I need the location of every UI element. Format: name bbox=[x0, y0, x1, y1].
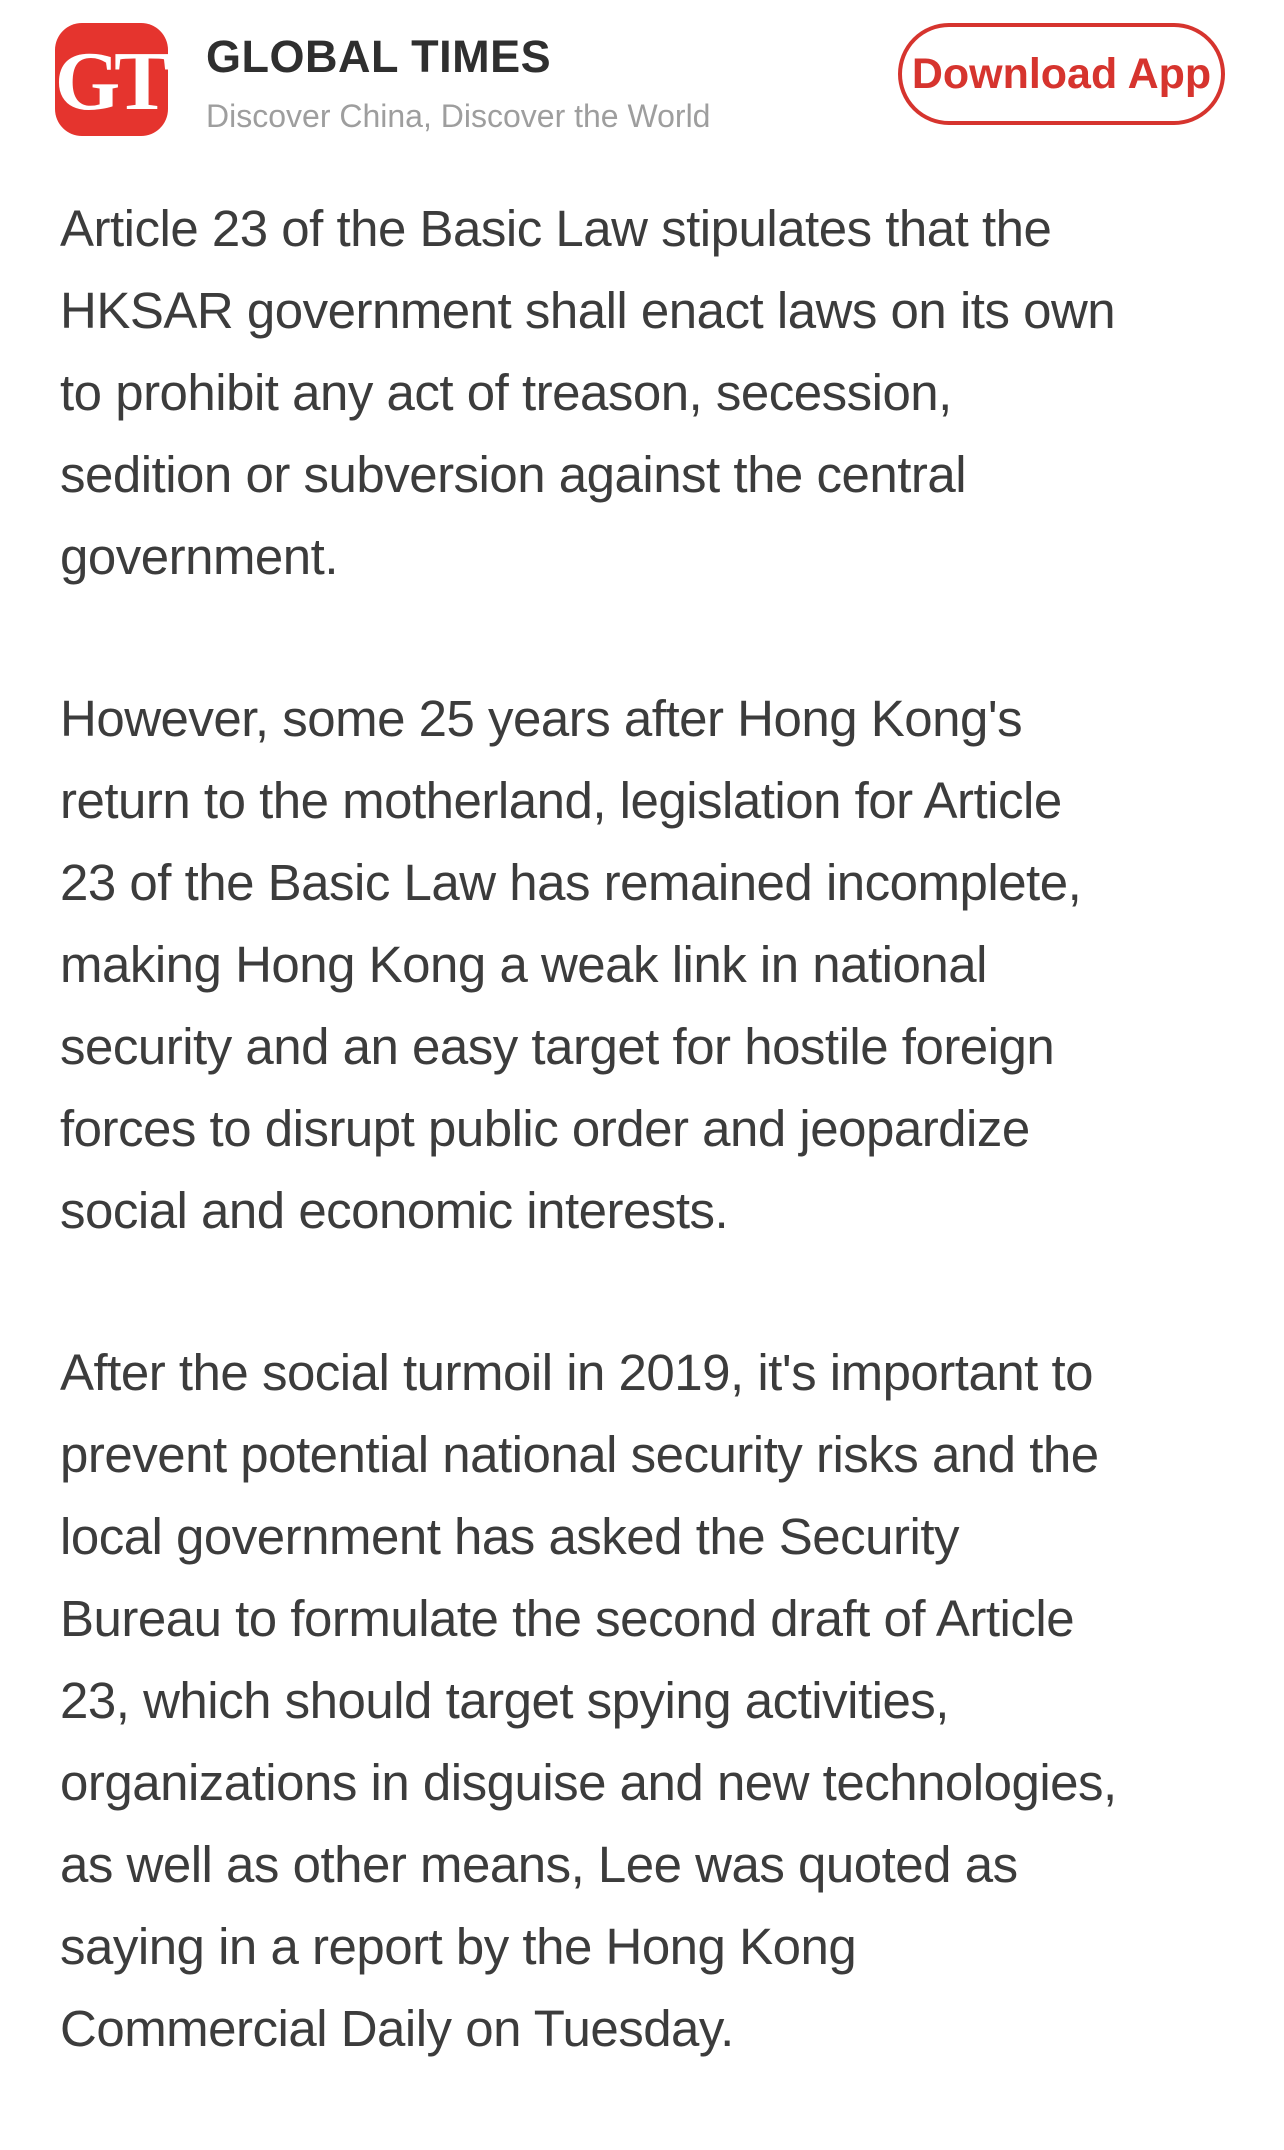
text-line: saying in a report by the Hong Kong bbox=[60, 1918, 857, 1975]
download-app-button[interactable]: Download App bbox=[898, 23, 1225, 125]
text-line: to prohibit any act of treason, secession, bbox=[60, 364, 952, 421]
gt-logo-text: GT bbox=[54, 34, 165, 128]
article-paragraph bbox=[60, 678, 1260, 1252]
text-line: sedition or subversion against the central bbox=[60, 446, 967, 503]
text-line: local government has asked the Security bbox=[60, 1508, 959, 1565]
article-body bbox=[60, 160, 1260, 2150]
text-line: as well as other means, Lee was quoted as bbox=[60, 1836, 1018, 1893]
text-line: forces to disrupt public order and jeopardize bbox=[60, 1100, 1030, 1157]
text-line: Article 23 of the Basic Law stipulates that the bbox=[60, 200, 1052, 257]
article-paragraph bbox=[60, 1332, 1260, 2070]
site-header bbox=[0, 0, 1284, 160]
text-line: return to the motherland, legislation for Article bbox=[60, 772, 1062, 829]
text-line: 23 of the Basic Law has remained incomplete, bbox=[60, 854, 1082, 911]
text-line: Bureau to formulate the second draft of Article bbox=[60, 1590, 1075, 1647]
text-line: After the social turmoil in 2019, it's important to bbox=[60, 1344, 1094, 1401]
brand-block bbox=[206, 31, 711, 134]
site-title: GLOBAL TIMES bbox=[206, 31, 552, 82]
text-line: Commercial Daily on Tuesday. bbox=[60, 2000, 734, 2057]
text-line: prevent potential national security risks and the bbox=[60, 1426, 1099, 1483]
gt-logo[interactable] bbox=[55, 23, 168, 136]
text-line: social and economic interests. bbox=[60, 1182, 729, 1239]
article-paragraph bbox=[60, 188, 1260, 598]
text-line: However, some 25 years after Hong Kong's bbox=[60, 690, 1023, 747]
text-line: 23, which should target spying activities, bbox=[60, 1672, 949, 1729]
text-line: organizations in disguise and new technologies, bbox=[60, 1754, 1117, 1811]
text-line: HKSAR government shall enact laws on its own bbox=[60, 282, 1116, 339]
text-line: security and an easy target for hostile foreign bbox=[60, 1018, 1055, 1075]
site-tagline: Discover China, Discover the World bbox=[206, 98, 711, 134]
text-line: making Hong Kong a weak link in national bbox=[60, 936, 987, 993]
text-line: government. bbox=[60, 528, 338, 585]
